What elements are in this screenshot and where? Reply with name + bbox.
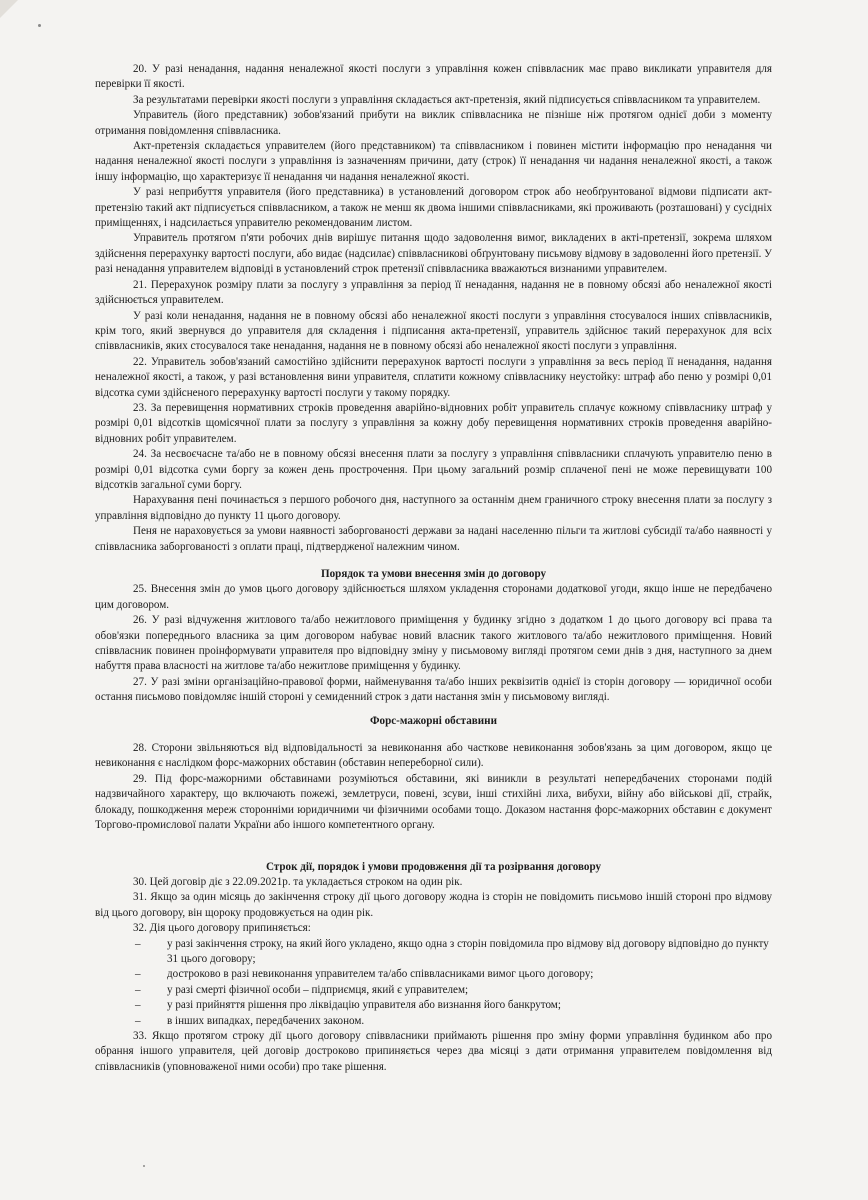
clause-30: 30. Цей договір діє з 22.09.2021р. та укладається строком на один рік. — [133, 875, 463, 888]
section-title-amendments: Порядок та умови внесення змін до договору — [320, 568, 547, 580]
clause-32: 32. Дія цього договору припиняється: — [133, 922, 311, 935]
clause-20-resolution: Управитель протягом п'яти робочих днів вирішує питання щодо задоволення вимог, викладених в акті-претензії, зокрема шляхом здійснення перерахунку вартості послуги, або видає (надсилає) співвласникові обґрунтовану письмову відмову в задоволенні його претензії. У разі ненадання управителем відповіді в установлений строк претензії співвласника вважаються визнаними управителем. — [95, 232, 772, 276]
clause-20-arrival: Управитель (його представник) зобов'язаний прибути на виклик співвласника не пізніше ніж протягом однієї доби з моменту отримання повідомлення співвласника. — [95, 109, 772, 137]
scan-speck — [143, 1165, 145, 1167]
scan-speck — [38, 24, 41, 27]
clause-25: 25. Внесення змін до умов цього договору здійснюється шляхом укладення сторонами додаткової угоди, якщо інше не передбачено цим договором. — [95, 583, 772, 611]
list-item: – у разі прийняття рішення про ліквідацію управителя або визнання його банкрутом; — [135, 998, 772, 1013]
clause-21: 21. Перерахунок розміру плати за послугу з управління за період її ненадання, надання не в повному обсязі або неналежної якості здійснюється управителем. — [95, 278, 772, 307]
clause-20-no-show: У разі неприбуття управителя (його представника) в установлений договором строк або необґрунтованої відмови підписати акт-претензію такий акт підписується співвласником, а також не менш як двома іншими співвласниками, які проживають (розташовані) у сусідніх приміщеннях, і надсилається управителю рекомендованим листом. — [95, 186, 772, 230]
section-force-majeure — [95, 714, 772, 834]
clause-20: 20. У разі ненадання, надання неналежної якості послуги з управління кожен співвласник має право викликати управителя для перевірки її якості. — [95, 63, 772, 91]
clause-31: 31. Якщо за один місяць до закінчення строку дії цього договору жодна із сторін не повідомить письмово іншій стороні про відмову від цього договору, він щороку продовжується на один рік. — [95, 891, 772, 919]
clause-20-act: За результатами перевірки якості послуги з управління складається акт-претензія, який підписується співвласником та управителем. — [133, 93, 761, 106]
clause-27: 27. У разі зміни організаційно-правової форми, найменування та/або інших реквізитів однієї із сторін договору — юридичної особи остання письмово повідомляє іншій стороні у семиденний строк з дати настання змін у письмовому вигляді. — [95, 675, 772, 704]
clause-21-others: У разі коли ненадання, надання не в повному обсязі або неналежної якості послуги з управління стосувалося інших співвласників, крім того, який звернувся до управителя для складення і підписання акта-претензії, управитель здійснює такий перерахунок для всіх співвласників, яких стосувалося таке ненадання, надання не в повному обсязі або неналежної якості послуги з управління. — [95, 309, 772, 353]
clause-28: 28. Сторони звільняються від відповідальності за невиконання або часткове невиконання зобов'язань за цим договором, якщо це невиконання є наслідком форс-мажорних обставин (обставин непереборної сили). — [95, 742, 772, 770]
clause-26: 26. У разі відчуження житлового та/або нежитлового приміщення у будинку згідно з додатком 1 до цього договору всі права та обов'язки попереднього власника за цим договором набуває новий власник такого житлового та/або нежитлового приміщення. Новий співвласник повинен проінформувати управителя про відповідну зміну у письмовому вигляді протягом семи днів з дня, наступного за днем набуття права власності на житлове та/або нежитлове приміщення у будинку. — [95, 614, 772, 673]
termination-list — [95, 937, 772, 1029]
clause-33: 33. Якщо протягом строку дії цього договору співвласники приймають рішення про зміну форми управління будинком або про обрання іншого управителя, цей договір достроково припиняється через два місяці з дати отримання управителем повідомлення від співвласників (уповноваженої ними особи) про таке рішення. — [95, 1029, 772, 1073]
section-title-term: Строк дії, порядок і умови продовження дії та розірвання договору — [265, 860, 602, 873]
clause-23: 23. За перевищення нормативних строків проведення аварійно-відновних робіт управитель сплачує кожному співвласнику штраф у розмірі 0,01 відсотків щомісячної плати за послугу з управління за кожну добу перевищення нормативних строків проведення аварійно-відновних робіт управителем. — [95, 401, 772, 445]
list-item: – в інших випадках, передбачених законом. — [135, 1014, 772, 1029]
section-amendments — [95, 567, 772, 706]
section-claims-and-penalties — [95, 62, 772, 555]
list-item: – у разі смерті фізичної особи – підприємця, який є управителем; — [135, 983, 772, 998]
clause-29: 29. Під форс-мажорними обставинами розуміються обставини, які виникли в результаті непередбачених сторонами подій надзвичайного характеру, що включають пожежі, землетруси, повені, зсуви, інші стихійні лиха, вибухи, війну або військові дії, страйк, блокаду, пошкодження мереж сторонніми юридичними чи фізичними особами тощо. Доказом настання форс-мажорних обставин є документ Торгово-промислової палати України або іншого компетентного органу. — [95, 772, 772, 832]
clause-20-act-content: Акт-претензія складається управителем (його представником) та співвласником і повинен містити інформацію про ненадання чи надання неналежної якості послуги з управління із зазначенням причини, дату (строк) її ненадання чи надання неналежної якості, а також іншу інформацію, що характеризує її ненадання чи надання неналежної якості. — [95, 140, 772, 183]
list-item: – у разі закінчення строку, на який його укладено, якщо одна з сторін повідомила про відмову від договору відповідно до пункту 31 цього договору; — [135, 937, 772, 968]
section-title-force-majeure: Форс-мажорні обставини — [370, 714, 497, 727]
clause-24: 24. За несвоєчасне та/або не в повному обсязі внесення плати за послугу з управління співвласники сплачують управителю пеню в розмірі 0,01 відсотка суми боргу за кожен день прострочення. При цьому загальний розмір сплаченої пені не може перевищувати 100 відсотків загальної суми боргу. — [95, 448, 772, 491]
clause-24-exception: Пеня не нараховується за умови наявності заборгованості держави за надані населенню пільги та житлові субсидії та/або наявності у співвласника заборгованості з оплати праці, підтвердженої належним чином. — [95, 525, 772, 553]
clause-24-accrual: Нарахування пені починається з першого робочого дня, наступного за останнім днем граничного строку внесення плати за послугу з управління відповідно до пункту 11 цього договору. — [95, 494, 772, 522]
page-corner-fold — [0, 0, 18, 18]
clause-22: 22. Управитель зобов'язаний самостійно здійснити перерахунок вартості послуги з управління за весь період її ненадання, надання неналежної якості, а також, у разі встановлення вини управителя, сплатити кожному співвласнику неустойку: штраф або пеню у розмірі 0,01 відсотка суми здійсненого перерахунку вартості послуги у такому порядку. — [95, 355, 772, 399]
list-item: – достроково в разі невиконання управителем та/або співвласниками вимог цього договору; — [135, 967, 772, 982]
section-term-and-termination — [95, 860, 772, 1076]
